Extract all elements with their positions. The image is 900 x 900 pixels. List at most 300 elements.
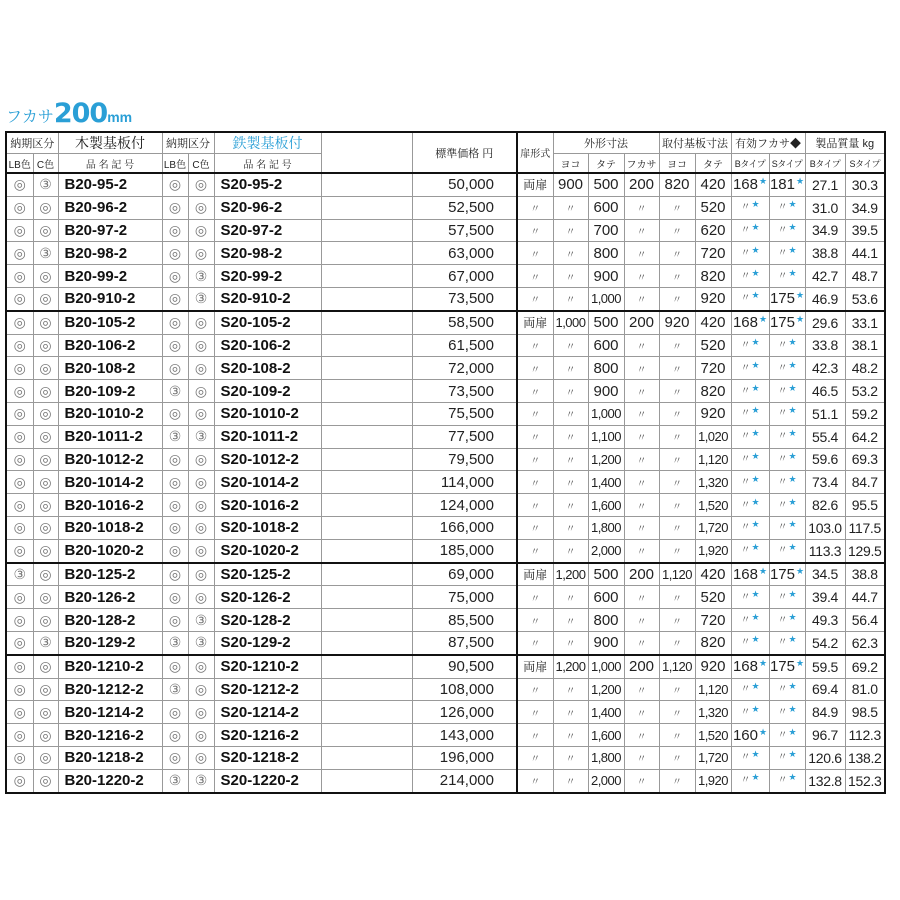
cell-wood-product-code: B20-98-2 [58, 242, 162, 265]
cell-width: 〃 [553, 539, 588, 562]
cell-door-type: 〃 [517, 724, 553, 747]
cell-depth: 〃 [624, 609, 659, 632]
cell-depth: 〃 [624, 539, 659, 562]
eff-depth-value: 〃 [740, 339, 751, 351]
cell-door-type: 〃 [517, 678, 553, 701]
cell-mount-width: 〃 [659, 196, 695, 219]
star-icon: ★ [751, 611, 760, 622]
cell-wood-product-code: B20-1014-2 [58, 471, 162, 494]
cell-weight-b: 132.8 [805, 769, 845, 792]
cell-steel-c-delivery: ◎ [188, 678, 214, 701]
cell-steel-lb-delivery: ◎ [162, 471, 188, 494]
cell-wood-lb-delivery: ◎ [6, 196, 33, 219]
cell-price: 73,500 [412, 287, 517, 310]
star-icon: ★ [788, 542, 797, 553]
cell-wood-lb-delivery: ◎ [6, 265, 33, 288]
cell-width: 〃 [553, 701, 588, 724]
cell-weight-s: 39.5 [845, 219, 885, 242]
cell-eff-depth-s [769, 425, 805, 448]
eff-depth-value: 〃 [777, 591, 788, 603]
cell-steel-product-code: S20-97-2 [214, 219, 321, 242]
cell-eff-depth-s [769, 380, 805, 403]
cell-mount-width: 〃 [659, 357, 695, 380]
eff-depth-value: 〃 [740, 224, 751, 236]
star-icon: ★ [795, 314, 805, 325]
cell-steel-lb-delivery: ◎ [162, 219, 188, 242]
cell-mount-height: 520 [695, 586, 731, 609]
cell-eff-depth-b [731, 563, 769, 586]
cell-wood-c-delivery: ◎ [33, 655, 58, 678]
cell-mount-height: 1,320 [695, 701, 731, 724]
cell-steel-product-code: S20-910-2 [214, 287, 321, 310]
cell-weight-s: 64.2 [845, 425, 885, 448]
cell-blank [321, 219, 412, 242]
cell-eff-depth-s [769, 173, 805, 196]
cell-price: 52,500 [412, 196, 517, 219]
cell-wood-c-delivery: ◎ [33, 196, 58, 219]
cell-eff-depth-s [769, 609, 805, 632]
eff-depth-value: 〃 [740, 591, 751, 603]
star-icon: ★ [795, 565, 805, 576]
eff-depth-value: 〃 [777, 408, 788, 420]
cell-eff-depth-b [731, 196, 769, 219]
star-icon: ★ [788, 588, 797, 599]
cell-mount-height: 1,020 [695, 425, 731, 448]
cell-height: 1,800 [588, 516, 624, 539]
header-c-color: C色 [188, 154, 214, 174]
cell-wood-c-delivery: ◎ [33, 769, 58, 792]
cell-wood-c-delivery: ◎ [33, 724, 58, 747]
cell-wood-product-code: B20-1020-2 [58, 539, 162, 562]
eff-depth-value: 〃 [740, 408, 751, 420]
table-row [6, 655, 885, 678]
cell-eff-depth-b [731, 334, 769, 357]
cell-weight-s: 38.1 [845, 334, 885, 357]
cell-wood-product-code: B20-1016-2 [58, 494, 162, 517]
cell-steel-lb-delivery: ◎ [162, 448, 188, 471]
cell-wood-c-delivery: ◎ [33, 701, 58, 724]
cell-height: 1,000 [588, 287, 624, 310]
cell-depth: 〃 [624, 402, 659, 425]
cell-steel-lb-delivery: ◎ [162, 701, 188, 724]
star-icon: ★ [751, 450, 760, 461]
eff-depth-value: 〃 [740, 522, 751, 534]
table-row [6, 287, 885, 310]
cell-price: 196,000 [412, 746, 517, 769]
cell-wood-c-delivery: ◎ [33, 219, 58, 242]
eff-depth-value: 〃 [777, 476, 788, 488]
cell-mount-width: 〃 [659, 265, 695, 288]
cell-weight-s: 34.9 [845, 196, 885, 219]
cell-price: 57,500 [412, 219, 517, 242]
cell-weight-b: 84.9 [805, 701, 845, 724]
cell-door-type: 〃 [517, 471, 553, 494]
cell-eff-depth-s [769, 287, 805, 310]
cell-wood-product-code: B20-1018-2 [58, 516, 162, 539]
cell-wood-lb-delivery: ◎ [6, 494, 33, 517]
cell-door-type: 〃 [517, 287, 553, 310]
cell-eff-depth-b [731, 448, 769, 471]
cell-weight-b: 69.4 [805, 678, 845, 701]
cell-steel-lb-delivery: ◎ [162, 357, 188, 380]
cell-blank [321, 655, 412, 678]
cell-price: 185,000 [412, 539, 517, 562]
cell-door-type: 〃 [517, 242, 553, 265]
eff-depth-value: 〃 [777, 522, 788, 534]
cell-eff-depth-s [769, 448, 805, 471]
cell-eff-depth-b [731, 311, 769, 334]
cell-wood-c-delivery: ③ [33, 173, 58, 196]
cell-blank [321, 678, 412, 701]
cell-wood-c-delivery: ◎ [33, 609, 58, 632]
cell-price: 63,000 [412, 242, 517, 265]
cell-weight-s: 33.1 [845, 311, 885, 334]
table-row [6, 516, 885, 539]
cell-steel-lb-delivery: ◎ [162, 173, 188, 196]
cell-blank [321, 448, 412, 471]
cell-weight-s: 69.3 [845, 448, 885, 471]
eff-depth-value: 168 [732, 314, 758, 332]
title-depth-value: 200 [53, 98, 108, 129]
cell-steel-c-delivery: ◎ [188, 357, 214, 380]
header-eff-s-type: Sタイプ [769, 154, 805, 174]
cell-wood-product-code: B20-106-2 [58, 334, 162, 357]
cell-weight-b: 34.5 [805, 563, 845, 586]
cell-depth: 〃 [624, 334, 659, 357]
cell-steel-c-delivery: ◎ [188, 471, 214, 494]
header-delivery-wood: 納期区分 [6, 132, 58, 154]
cell-steel-c-delivery: ③ [188, 631, 214, 654]
title-prefix: フカサ [6, 109, 54, 126]
cell-wood-product-code: B20-105-2 [58, 311, 162, 334]
cell-door-type: 両扉 [517, 173, 553, 196]
cell-height: 900 [588, 380, 624, 403]
cell-mount-width: 1,120 [659, 563, 695, 586]
cell-steel-product-code: S20-125-2 [214, 563, 321, 586]
cell-mount-height: 1,520 [695, 494, 731, 517]
cell-steel-product-code: S20-95-2 [214, 173, 321, 196]
cell-weight-s: 59.2 [845, 402, 885, 425]
cell-wood-lb-delivery: ◎ [6, 173, 33, 196]
eff-depth-value: 〃 [777, 729, 788, 741]
table-row [6, 311, 885, 334]
cell-steel-product-code: S20-1212-2 [214, 678, 321, 701]
cell-blank [321, 425, 412, 448]
table-row [6, 448, 885, 471]
cell-mount-height: 720 [695, 357, 731, 380]
cell-mount-width: 〃 [659, 219, 695, 242]
header-height: タテ [588, 154, 624, 174]
cell-weight-s: 81.0 [845, 678, 885, 701]
cell-blank [321, 609, 412, 632]
cell-height: 1,600 [588, 494, 624, 517]
cell-wood-lb-delivery: ③ [6, 563, 33, 586]
cell-blank [321, 563, 412, 586]
eff-depth-value: 〃 [740, 545, 751, 557]
eff-depth-value: 〃 [777, 247, 788, 259]
star-icon: ★ [788, 772, 797, 783]
cell-mount-height: 820 [695, 380, 731, 403]
cell-steel-lb-delivery: ◎ [162, 402, 188, 425]
cell-height: 600 [588, 334, 624, 357]
cell-height: 500 [588, 311, 624, 334]
cell-eff-depth-b [731, 655, 769, 678]
cell-eff-depth-b [731, 516, 769, 539]
cell-mount-height: 420 [695, 563, 731, 586]
cell-door-type: 〃 [517, 334, 553, 357]
header-product-code: 品 名 記 号 [58, 154, 162, 174]
cell-blank [321, 586, 412, 609]
cell-mount-height: 1,920 [695, 539, 731, 562]
cell-price: 67,000 [412, 265, 517, 288]
header-price: 標準価格 円 [412, 132, 517, 173]
eff-depth-value: 〃 [777, 637, 788, 649]
cell-depth: 〃 [624, 516, 659, 539]
cell-weight-s: 44.7 [845, 586, 885, 609]
star-icon: ★ [751, 428, 760, 439]
cell-wood-product-code: B20-1011-2 [58, 425, 162, 448]
cell-width: 〃 [553, 287, 588, 310]
eff-depth-value: 175 [769, 290, 795, 308]
cell-steel-c-delivery: ◎ [188, 701, 214, 724]
cell-mount-height: 520 [695, 196, 731, 219]
cell-mount-height: 920 [695, 655, 731, 678]
cell-wood-c-delivery: ◎ [33, 494, 58, 517]
cell-steel-product-code: S20-96-2 [214, 196, 321, 219]
star-icon: ★ [788, 199, 797, 210]
cell-eff-depth-s [769, 402, 805, 425]
cell-price: 114,000 [412, 471, 517, 494]
cell-height: 500 [588, 173, 624, 196]
cell-mount-height: 520 [695, 334, 731, 357]
cell-price: 50,000 [412, 173, 517, 196]
eff-depth-value: 〃 [777, 752, 788, 764]
cell-price: 58,500 [412, 311, 517, 334]
cell-weight-b: 33.8 [805, 334, 845, 357]
eff-depth-value: 〃 [777, 775, 788, 787]
cell-width: 900 [553, 173, 588, 196]
cell-steel-c-delivery: ③ [188, 265, 214, 288]
cell-blank [321, 769, 412, 792]
eff-depth-value: 〃 [777, 706, 788, 718]
cell-eff-depth-b [731, 173, 769, 196]
cell-weight-s: 53.2 [845, 380, 885, 403]
cell-width: 1,200 [553, 563, 588, 586]
cell-mount-width: 〃 [659, 287, 695, 310]
cell-wood-product-code: B20-109-2 [58, 380, 162, 403]
cell-door-type: 〃 [517, 402, 553, 425]
header-lb-color: LB色 [162, 154, 188, 174]
star-icon: ★ [751, 336, 760, 347]
star-icon: ★ [788, 405, 797, 416]
cell-width: 1,200 [553, 655, 588, 678]
cell-mount-width: 〃 [659, 516, 695, 539]
cell-steel-lb-delivery: ◎ [162, 265, 188, 288]
cell-weight-b: 29.6 [805, 311, 845, 334]
cell-wood-product-code: B20-1218-2 [58, 746, 162, 769]
cell-wood-product-code: B20-125-2 [58, 563, 162, 586]
cell-price: 61,500 [412, 334, 517, 357]
cell-price: 75,000 [412, 586, 517, 609]
cell-height: 900 [588, 265, 624, 288]
cell-width: 〃 [553, 678, 588, 701]
cell-wood-product-code: B20-1216-2 [58, 724, 162, 747]
header-steel-base: 鉄製基板付 [214, 132, 321, 154]
star-icon: ★ [795, 176, 805, 187]
cell-width: 1,000 [553, 311, 588, 334]
cell-price: 214,000 [412, 769, 517, 792]
cell-blank [321, 701, 412, 724]
star-icon: ★ [788, 726, 797, 737]
cell-door-type: 〃 [517, 219, 553, 242]
cell-height: 800 [588, 242, 624, 265]
cell-weight-s: 38.8 [845, 563, 885, 586]
cell-blank [321, 173, 412, 196]
cell-eff-depth-s [769, 494, 805, 517]
cell-price: 72,000 [412, 357, 517, 380]
cell-eff-depth-s [769, 242, 805, 265]
cell-price: 85,500 [412, 609, 517, 632]
eff-depth-value: 〃 [740, 362, 751, 374]
cell-wood-lb-delivery: ◎ [6, 609, 33, 632]
eff-depth-value: 〃 [740, 499, 751, 511]
header-wood-base: 木製基板付 [58, 132, 162, 154]
cell-width: 〃 [553, 219, 588, 242]
cell-steel-product-code: S20-108-2 [214, 357, 321, 380]
cell-weight-s: 152.3 [845, 769, 885, 792]
cell-eff-depth-b [731, 586, 769, 609]
cell-eff-depth-s [769, 563, 805, 586]
cell-width: 〃 [553, 769, 588, 792]
cell-steel-c-delivery: ◎ [188, 516, 214, 539]
table-row [6, 631, 885, 654]
cell-steel-lb-delivery: ◎ [162, 311, 188, 334]
cell-weight-b: 55.4 [805, 425, 845, 448]
star-icon: ★ [751, 772, 760, 783]
eff-depth-value: 〃 [777, 499, 788, 511]
cell-height: 2,000 [588, 539, 624, 562]
cell-price: 87,500 [412, 631, 517, 654]
cell-wood-product-code: B20-1212-2 [58, 678, 162, 701]
header-c-color: C色 [33, 154, 58, 174]
cell-height: 1,400 [588, 471, 624, 494]
cell-door-type: 〃 [517, 631, 553, 654]
star-icon: ★ [795, 658, 805, 669]
cell-wood-lb-delivery: ◎ [6, 471, 33, 494]
cell-mount-width: 〃 [659, 539, 695, 562]
cell-height: 600 [588, 586, 624, 609]
cell-door-type: 〃 [517, 494, 553, 517]
star-icon: ★ [751, 680, 760, 691]
cell-price: 143,000 [412, 724, 517, 747]
cell-wood-product-code: B20-1012-2 [58, 448, 162, 471]
cell-eff-depth-b [731, 357, 769, 380]
cell-door-type: 〃 [517, 196, 553, 219]
cell-mount-width: 〃 [659, 402, 695, 425]
eff-depth-value: 〃 [740, 476, 751, 488]
cell-wood-c-delivery: ◎ [33, 311, 58, 334]
cell-width: 〃 [553, 516, 588, 539]
cell-depth: 〃 [624, 265, 659, 288]
star-icon: ★ [788, 359, 797, 370]
cell-weight-s: 69.2 [845, 655, 885, 678]
cell-wood-c-delivery: ◎ [33, 746, 58, 769]
cell-steel-product-code: S20-106-2 [214, 334, 321, 357]
header-depth: フカサ [624, 154, 659, 174]
page-title [6, 98, 132, 129]
cell-steel-lb-delivery: ◎ [162, 563, 188, 586]
cell-mount-width: 〃 [659, 746, 695, 769]
star-icon: ★ [788, 634, 797, 645]
cell-wood-c-delivery: ◎ [33, 448, 58, 471]
cell-wood-c-delivery: ◎ [33, 586, 58, 609]
cell-wood-product-code: B20-108-2 [58, 357, 162, 380]
cell-width: 〃 [553, 448, 588, 471]
cell-mount-height: 1,120 [695, 448, 731, 471]
table-row [6, 173, 885, 196]
cell-eff-depth-s [769, 311, 805, 334]
cell-width: 〃 [553, 494, 588, 517]
eff-depth-value: 〃 [740, 706, 751, 718]
cell-wood-lb-delivery: ◎ [6, 746, 33, 769]
cell-width: 〃 [553, 471, 588, 494]
eff-depth-value: 〃 [777, 385, 788, 397]
cell-door-type: 〃 [517, 357, 553, 380]
eff-depth-value: 〃 [777, 270, 788, 282]
cell-wood-lb-delivery: ◎ [6, 219, 33, 242]
table-row [6, 701, 885, 724]
star-icon: ★ [751, 244, 760, 255]
cell-wood-lb-delivery: ◎ [6, 334, 33, 357]
table-row [6, 425, 885, 448]
cell-mount-width: 〃 [659, 448, 695, 471]
header-effective-depth: 有効フカサ◆ [731, 132, 805, 154]
cell-eff-depth-b [731, 402, 769, 425]
eff-depth-value: 〃 [777, 224, 788, 236]
cell-steel-c-delivery: ◎ [188, 402, 214, 425]
table-row [6, 746, 885, 769]
cell-weight-b: 82.6 [805, 494, 845, 517]
cell-weight-b: 59.6 [805, 448, 845, 471]
cell-steel-c-delivery: ③ [188, 425, 214, 448]
cell-mount-height: 420 [695, 173, 731, 196]
eff-depth-value: 168 [732, 565, 758, 583]
cell-steel-lb-delivery: ③ [162, 631, 188, 654]
cell-blank [321, 334, 412, 357]
cell-weight-b: 54.2 [805, 631, 845, 654]
cell-width: 〃 [553, 586, 588, 609]
eff-depth-value: 〃 [740, 385, 751, 397]
table-row [6, 586, 885, 609]
cell-steel-c-delivery: ◎ [188, 539, 214, 562]
eff-depth-value: 168 [732, 658, 758, 676]
cell-steel-product-code: S20-99-2 [214, 265, 321, 288]
cell-weight-b: 73.4 [805, 471, 845, 494]
cell-mount-height: 620 [695, 219, 731, 242]
header-blank [321, 132, 412, 173]
cell-eff-depth-b [731, 494, 769, 517]
cell-wood-lb-delivery: ◎ [6, 539, 33, 562]
star-icon: ★ [751, 221, 760, 232]
eff-depth-value: 168 [732, 176, 758, 194]
header-mount-plate-dimensions: 取付基板寸法 [659, 132, 731, 154]
table-row [6, 357, 885, 380]
cell-steel-product-code: S20-1014-2 [214, 471, 321, 494]
cell-height: 1,000 [588, 402, 624, 425]
star-icon: ★ [751, 382, 760, 393]
cell-door-type: 〃 [517, 609, 553, 632]
cell-eff-depth-b [731, 609, 769, 632]
